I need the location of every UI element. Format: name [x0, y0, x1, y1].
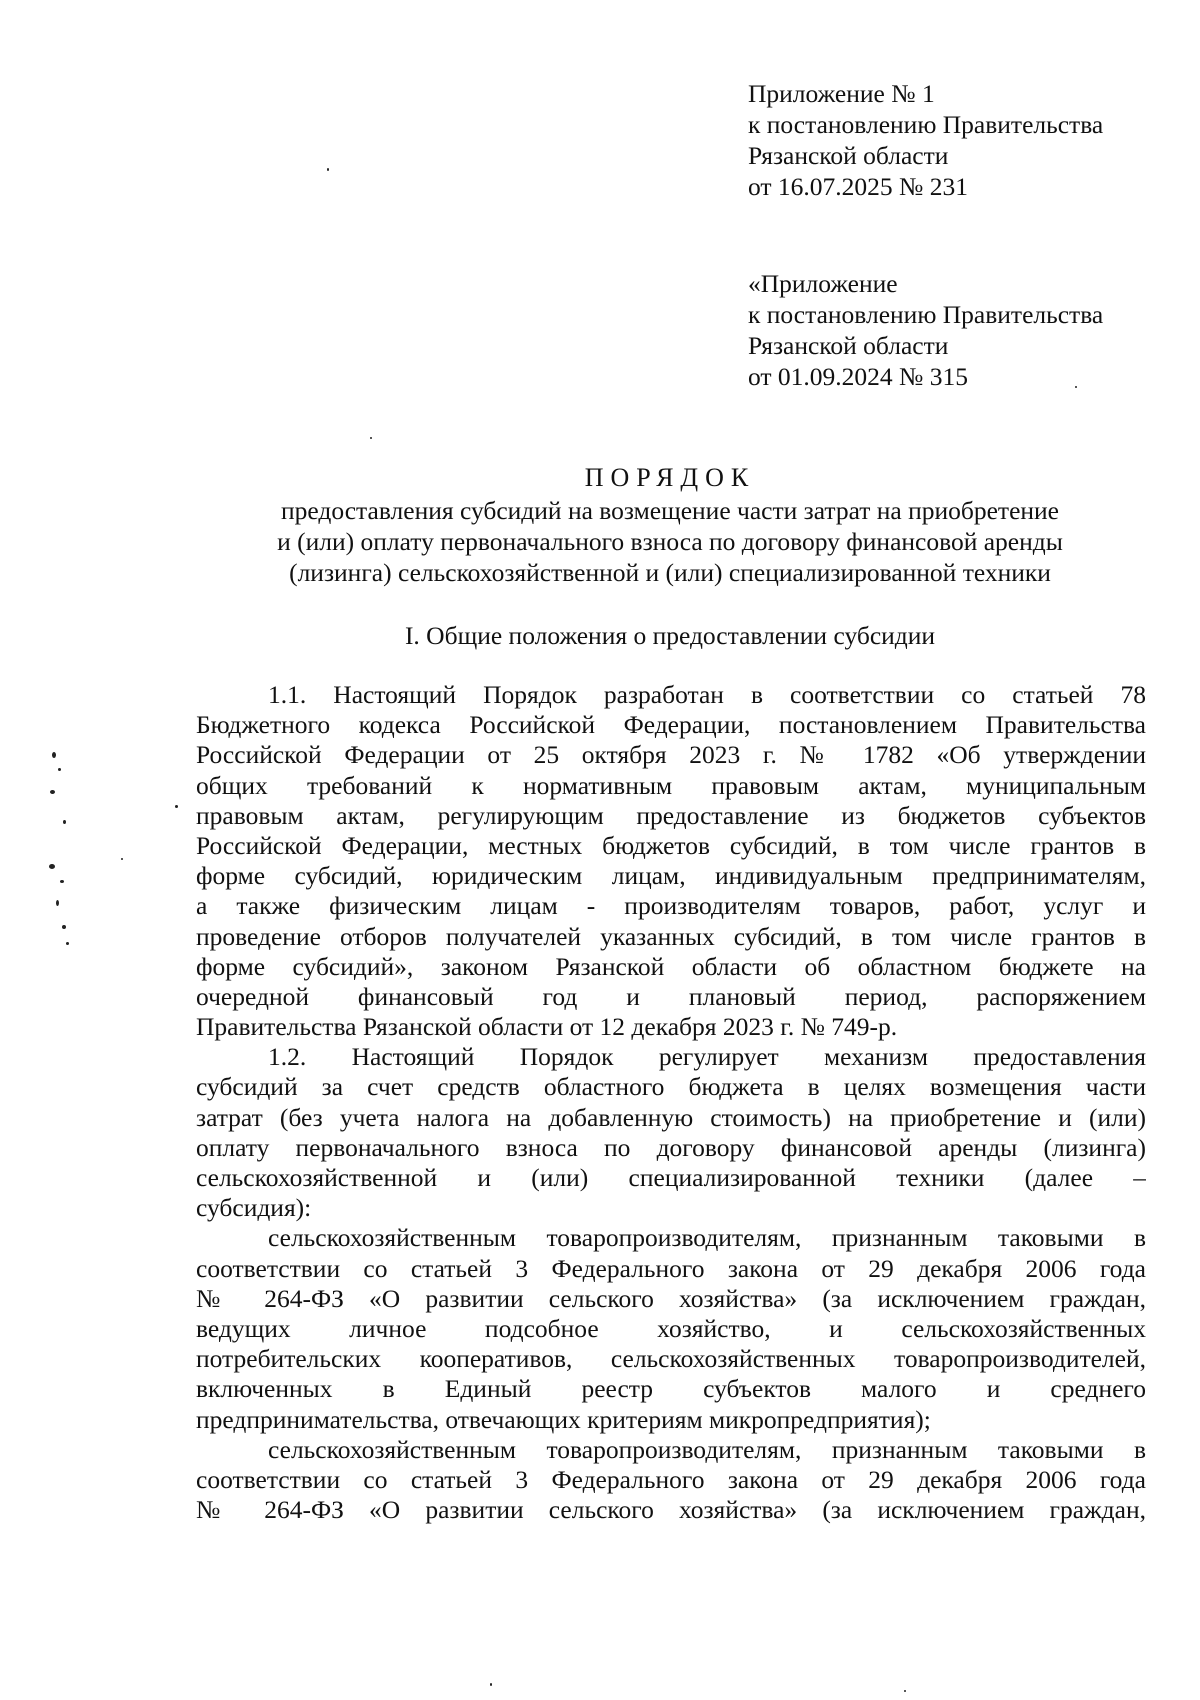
paragraph-1-2 — [196, 1042, 1146, 1223]
appendix-header — [748, 78, 1178, 202]
subtitle-line: предоставления субсидий на возмещение части затрат на приобретение — [281, 496, 1059, 525]
original-appendix-line: Рязанской области — [748, 331, 949, 360]
text-line: соответствии со статьей 3 Федерального закона от 29 декабря 2006 года — [196, 1464, 1146, 1494]
document-body — [196, 680, 1146, 1525]
original-appendix-line: «Приложение — [748, 269, 898, 298]
appendix-line: Рязанской области — [748, 141, 949, 170]
text-line: 1.2. Настоящий Порядок регулирует механизм предоставления — [268, 1042, 1146, 1072]
text-line: правовым актам, регулирующим предоставление из бюджетов субъектов — [196, 800, 1146, 830]
subtitle-line: (лизинга) сельскохозяйственной и (или) специализированной техники — [289, 558, 1051, 587]
appendix-line: к постановлению Правительства — [748, 110, 1104, 139]
text-line: 1.1. Настоящий Порядок разработан в соответствии со статьей 78 — [268, 680, 1146, 709]
scan-speck — [490, 1683, 492, 1686]
text-line: а также физическим лицам - производителям товаров, работ, услуг и — [196, 891, 1146, 921]
document-title: ПОРЯДОК — [584, 463, 756, 492]
text-line: сельскохозяйственным товаропроизводителям, признанным таковыми в — [268, 1223, 1146, 1253]
scan-speck — [370, 437, 372, 439]
text-line: включенных в Единый реестр субъектов малого и среднего — [196, 1374, 1146, 1404]
text-line: оплату первоначального взноса по договору финансовой аренды (лизинга) — [196, 1132, 1146, 1162]
text-line: форме субсидий», законом Рязанской области об областном бюджете на — [196, 951, 1146, 981]
text-line: Российской Федерации, местных бюджетов субсидий, в том числе грантов в — [196, 830, 1146, 860]
scan-speck — [62, 925, 66, 929]
appendix-date-line: от 16.07.2025 № 231 — [748, 172, 969, 201]
scan-speck — [175, 805, 178, 808]
scan-speck — [58, 768, 61, 771]
scan-speck — [121, 858, 123, 860]
scan-speck — [49, 864, 55, 869]
text-line: форме субсидий, юридическим лицам, индивидуальным предпринимателям, — [196, 861, 1146, 891]
text-line: Российской Федерации от 25 октября 2023 г. № 1782 «Об утверждении — [196, 740, 1146, 770]
paragraph-1-1 — [196, 680, 1146, 1042]
text-line: предпринимательства, отвечающих критериям микропредприятия); — [196, 1404, 931, 1434]
subtitle-line: и (или) оплату первоначального взноса по договору финансовой аренды — [277, 527, 1063, 556]
text-line: потребительских кооперативов, сельскохозяйственных товаропроизводителей, — [196, 1344, 1146, 1374]
section-heading: I. Общие положения о предоставлении субсидии — [404, 621, 936, 650]
text-line: проведение отборов получателей указанных субсидий, в том числе грантов в — [196, 921, 1146, 951]
text-line: Бюджетного кодекса Российской Федерации, постановлением Правительства — [196, 710, 1146, 740]
text-line: субсидий за счет средств областного бюджета в целях возмещения части — [196, 1072, 1146, 1102]
document-title-block — [196, 461, 1144, 588]
scan-speck — [60, 880, 64, 883]
scan-speck — [66, 942, 69, 945]
scan-speck — [50, 790, 55, 794]
original-appendix-header — [748, 268, 1178, 392]
text-line: № 264-ФЗ «О развитии сельского хозяйства» (за исключением граждан, — [196, 1283, 1146, 1313]
text-line: соответствии со статьей 3 Федерального закона от 29 декабря 2006 года — [196, 1253, 1146, 1283]
text-line: затрат (без учета налога на добавленную стоимость) на приобретение и (или) — [196, 1102, 1146, 1132]
scan-speck — [52, 752, 56, 758]
text-line: общих требований к нормативным правовым актам, муниципальным — [196, 770, 1146, 800]
text-line: ведущих личное подсобное хозяйство, и сельскохозяйственных — [196, 1313, 1146, 1343]
text-line: очередной финансовый год и плановый период, распоряжением — [196, 981, 1146, 1011]
original-appendix-date-line: от 01.09.2024 № 315 — [748, 362, 969, 391]
recipients-paragraph-1 — [196, 1223, 1146, 1434]
text-line: сельскохозяйственной и (или) специализированной техники (далее – — [196, 1163, 1146, 1192]
scan-speck — [63, 820, 66, 824]
text-line: № 264-ФЗ «О развитии сельского хозяйства» (за исключением граждан, — [196, 1495, 1146, 1525]
scan-speck — [56, 900, 59, 906]
text-line: субсидия): — [196, 1193, 312, 1223]
scan-speck — [1075, 386, 1077, 388]
original-appendix-line: к постановлению Правительства — [748, 300, 1104, 329]
scan-speck — [904, 1690, 906, 1692]
scan-speck — [327, 168, 329, 171]
text-line: Правительства Рязанской области от 12 декабря 2023 г. № 749-р. — [196, 1012, 898, 1042]
text-line: сельскохозяйственным товаропроизводителям, признанным таковыми в — [268, 1434, 1146, 1464]
recipients-paragraph-2 — [196, 1435, 1146, 1526]
document-subtitle — [196, 495, 1144, 588]
appendix-line: Приложение № 1 — [748, 79, 935, 108]
